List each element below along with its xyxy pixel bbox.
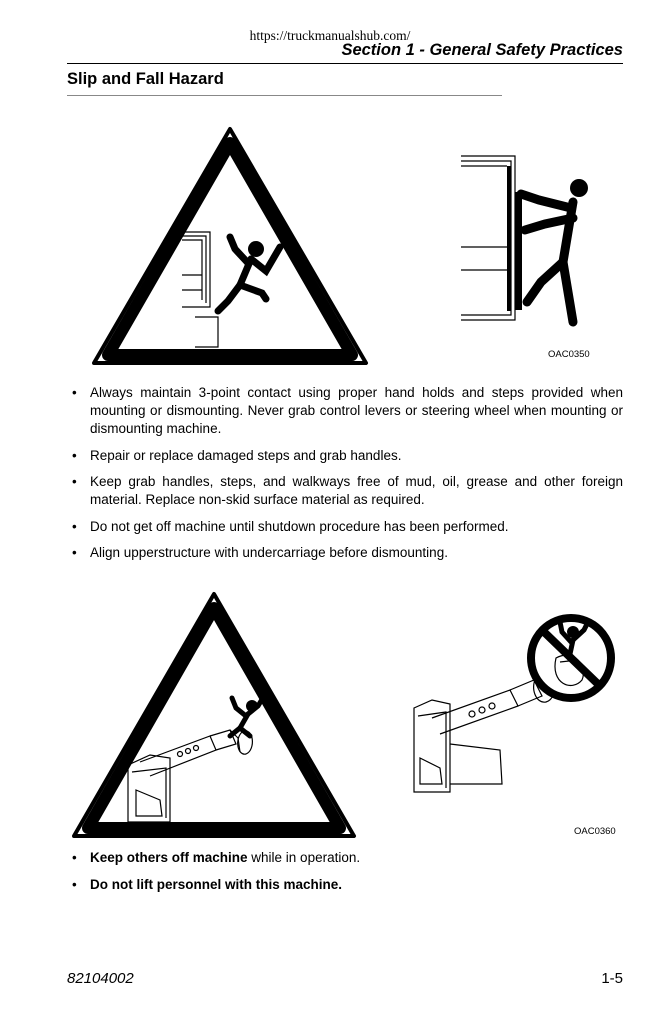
- page-heading: Slip and Fall Hazard: [67, 70, 224, 88]
- slip-fall-warning-icon: [90, 125, 370, 370]
- list-item: • Keep others off machine while in operation.: [72, 850, 361, 865]
- document-number: 82104002: [67, 970, 134, 987]
- source-url: https://truckmanualshub.com/: [249, 28, 411, 43]
- three-point-contact-icon: [455, 152, 605, 327]
- list-item: • Keep grab handles, steps, and walkways free of mud, oil, grease and other foreign material. Replace non-skid surface material as required.: [72, 474, 623, 507]
- figure2-code: OAC0360: [574, 826, 616, 837]
- figure1-code: OAC0350: [548, 349, 590, 360]
- list-item: • Repair or replace damaged steps and grab handles.: [72, 447, 402, 463]
- list-item: • Do not get off machine until shutdown procedure has been performed.: [72, 518, 509, 534]
- header-rule: [67, 63, 623, 64]
- bullet-list-2: [72, 849, 623, 903]
- bullet-list-1: [72, 384, 623, 571]
- heading-rule: [67, 95, 502, 96]
- list-item: • Do not lift personnel with this machine.: [72, 877, 343, 892]
- list-item: • Always maintain 3-point contact using proper hand holds and steps provided when mounting or dismounting. Never grab control levers or steering wheel when mounting or dismounting machine.: [72, 385, 623, 436]
- section-title: Section 1 - General Safety Practices: [341, 41, 623, 59]
- page-number: 1-5: [601, 970, 623, 987]
- falling-from-bucket-warning-icon: [70, 590, 358, 842]
- no-personnel-lift-icon: [410, 608, 622, 800]
- list-item: • Align upperstructure with undercarriage before dismounting.: [72, 545, 448, 560]
